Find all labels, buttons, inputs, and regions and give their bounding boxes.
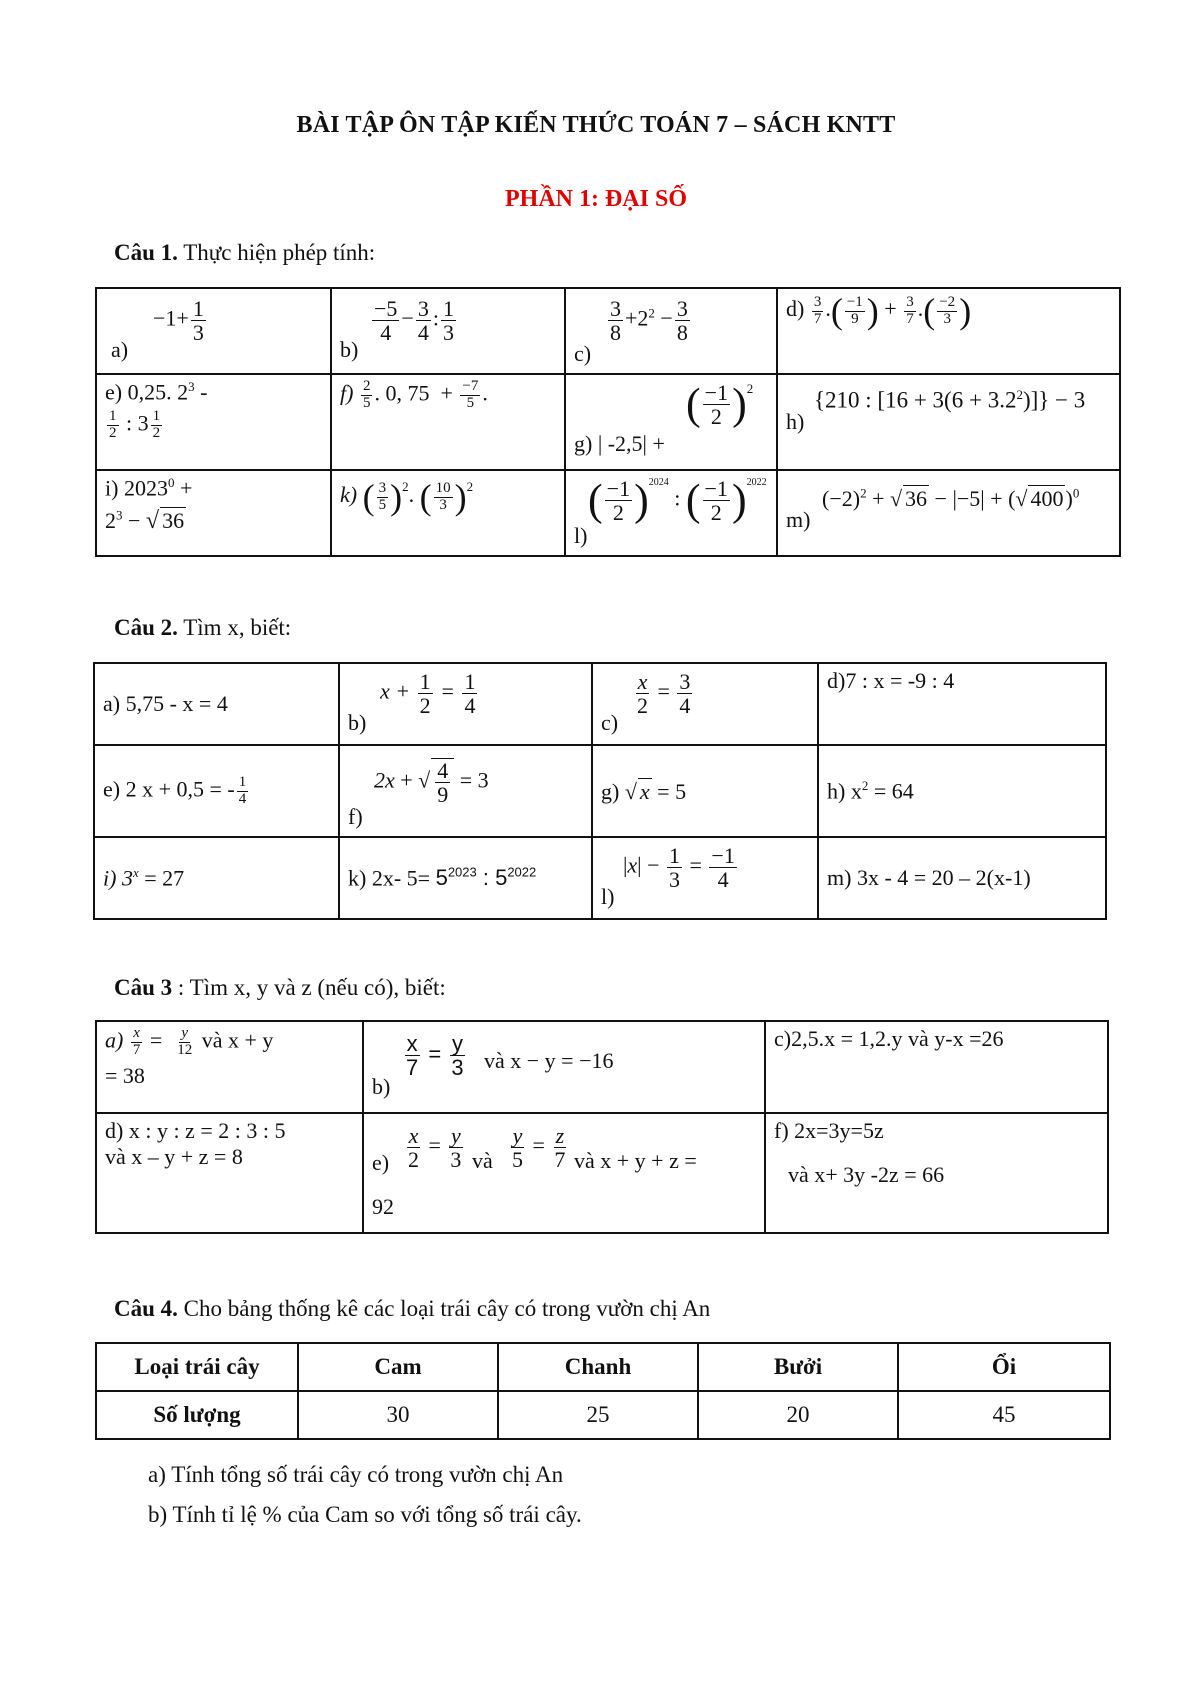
q2-cell-f: 2x + √ $\frac{4}{9}$ = 3 f) xyxy=(339,745,592,837)
q2-cell-d: d)7 : x = -9 : 4 xyxy=(818,663,1106,745)
q2-cell-m: m) 3x - 4 = 20 – 2(x-1) xyxy=(818,837,1106,919)
fruit-statistics-table xyxy=(95,1342,1111,1440)
question-2-heading: Câu 2. Tìm x, biết: xyxy=(114,615,292,640)
table-header-cell: Ổi xyxy=(898,1343,1110,1391)
table-header-cell: Chanh xyxy=(498,1343,698,1391)
q2-cell-h: h) $x^2 = 64$ xyxy=(818,745,1106,837)
q1-cell-l: ( $\frac{-1}{2}$ )$^{2024}$ : ( $\frac{-1}{2}$ )$^{2022}$ l) xyxy=(565,470,777,556)
list-item: a) Tính tổng số trái cây có trong vườn chị An xyxy=(148,1462,564,1487)
q1-cell-a: −1+ $\frac{1}{3}$ a) xyxy=(96,288,331,374)
table-header-cell: Loại trái cây xyxy=(96,1343,298,1391)
q1-cell-f: f) $\frac{2}{5}$ . 0, 75 + $\frac{-7}{5}$ . xyxy=(331,374,565,470)
table-cell: 20 xyxy=(698,1391,898,1439)
q1-cell-h: h) {210 : $[16 + 3(6 + 3.2^2)]\} - 3$ xyxy=(777,374,1120,470)
question-1-heading: Câu 1. Thực hiện phép tính: xyxy=(114,240,376,265)
q2-cell-i: i) $3^x = 27$ xyxy=(94,837,339,919)
q3-cell-d: d) x : y : z = 2 : 3 : 5 và x – y + z = 8 xyxy=(96,1113,363,1233)
q1-cell-i: i) $2023^0$ + $2^3$ − √ 36 xyxy=(96,470,331,556)
q3-cell-a: a) $\frac{x}{7}$ = $\frac{y}{12}$ và x + y = 38 xyxy=(96,1021,363,1113)
table-cell: 30 xyxy=(298,1391,498,1439)
table-header-cell: Cam xyxy=(298,1343,498,1391)
q3-cell-e: $\frac{x}{2}$ = $\frac{y}{3}$ và $\frac{y}{5}$ = $\frac{z}{7}$ và x + y + z = e) 92 xyxy=(363,1113,765,1233)
question-4-heading: Câu 4. Cho bảng thống kê các loại trái cây có trong vườn chị An xyxy=(114,1296,711,1321)
q2-cell-c: $\frac{x}{2}$ = $\frac{3}{4}$ c) xyxy=(592,663,818,745)
q1-cell-k: k) ( $\frac{3}{5}$ )$^2$. ( $\frac{10}{3}$ )$^2$ xyxy=(331,470,565,556)
question-3-heading: Câu 3 : Tìm x, y và z (nếu có), biết: xyxy=(114,975,446,1000)
question-2-table xyxy=(93,662,1107,920)
q1-cell-g: ( $\frac{-1}{2}$ )$^2$ g) | -2,5| + xyxy=(565,374,777,470)
q2-cell-e: e) 2 x + 0,5 = - $\frac{1}{4}$ xyxy=(94,745,339,837)
q2-cell-b: x + $\frac{1}{2}$ = $\frac{1}{4}$ b) xyxy=(339,663,592,745)
q2-cell-a: a) 5,75 - x = 4 xyxy=(94,663,339,745)
q1-cell-m: m) $(-2)^2$ + √ 36 − |−5| + (√ 400)$^0$ xyxy=(777,470,1120,556)
q3-cell-c: c)2,5.x = 1,2.y và y-x =26 xyxy=(765,1021,1108,1113)
table-cell: 25 xyxy=(498,1391,698,1439)
q2-cell-g: g) √ x = 5 xyxy=(592,745,818,837)
section-heading: PHẦN 1: ĐẠI SỐ xyxy=(504,186,687,212)
question-1-table xyxy=(95,287,1121,557)
table-header-cell: Bưởi xyxy=(698,1343,898,1391)
table-cell: 45 xyxy=(898,1391,1110,1439)
q3-cell-b: $\frac{x}{7}$ = $\frac{y}{3}$ và x − y = −16 b) xyxy=(363,1021,765,1113)
q1-cell-b: $\frac{-5}{4}$ − $\frac{3}{4}$ : $\frac{1}{3}$ b) xyxy=(331,288,565,374)
q2-cell-l: |x| − $\frac{1}{3}$ = $\frac{-1}{4}$ l) xyxy=(592,837,818,919)
list-item: b) Tính tỉ lệ % của Cam so với tổng số trái cây. xyxy=(148,1502,582,1527)
q2-cell-k: k) 2x- $5= 5^{2023}$ : $5^{2022}$ xyxy=(339,837,592,919)
question-3-table xyxy=(95,1020,1109,1234)
q3-cell-f: f) 2x=3y=5z và x+ 3y -2z = 66 xyxy=(765,1113,1108,1233)
document-title: BÀI TẬP ÔN TẬP KIẾN THỨC TOÁN 7 – SÁCH KNTT xyxy=(296,112,896,138)
q1-cell-c: $\frac{3}{8}$ $+2^2$ − $\frac{3}{8}$ c) xyxy=(565,288,777,374)
q1-cell-e: e) 0,25. $2^3$ - $\frac{1}{2}$ : 3 $\frac{1}{2}$ xyxy=(96,374,331,470)
table-row-label: Số lượng xyxy=(96,1391,298,1439)
q1-cell-d: d) $\frac{3}{7}$ .( $\frac{-1}{9}$ ) + $\frac{3}{7}$ .( $\frac{-2}{3}$ ) xyxy=(777,288,1120,374)
